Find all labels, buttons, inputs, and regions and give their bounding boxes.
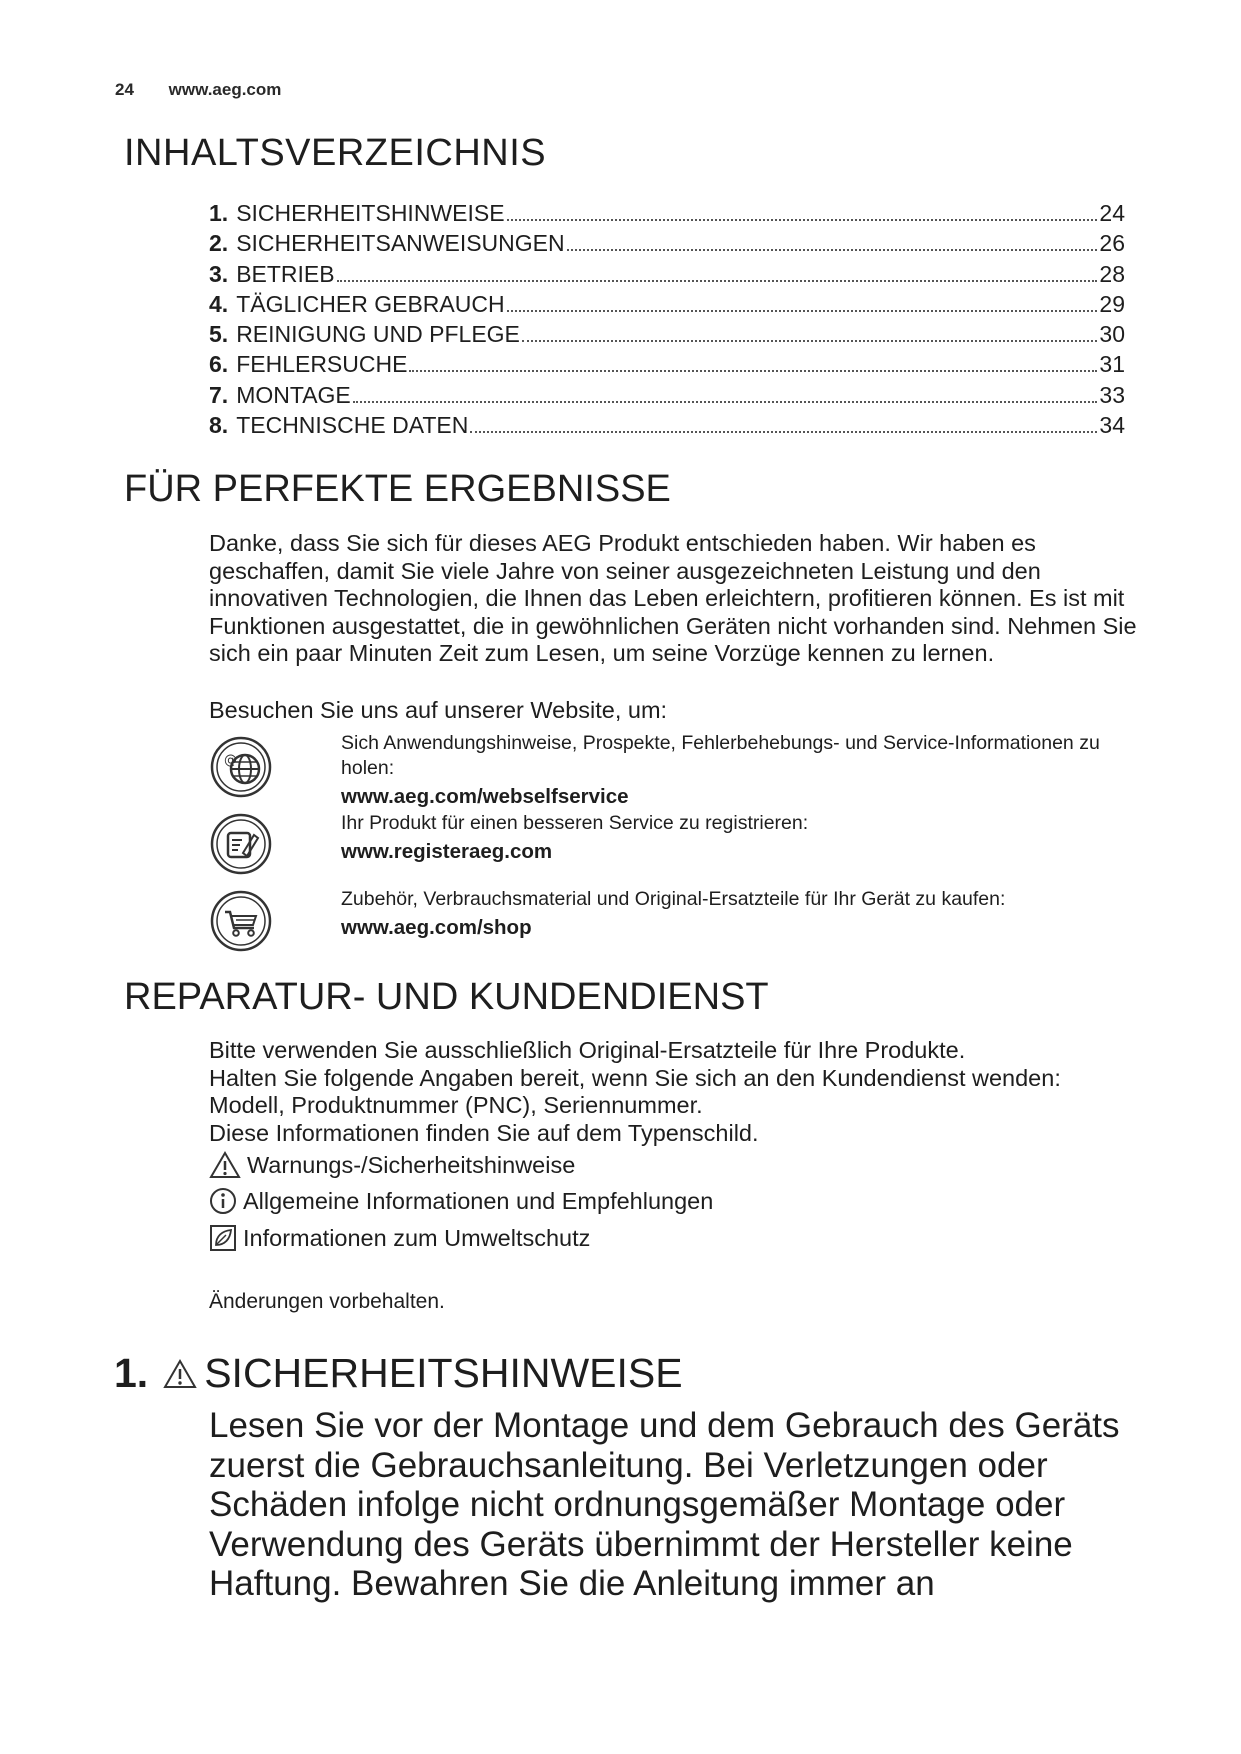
page-number: 24 bbox=[115, 80, 134, 99]
webselfservice-link[interactable]: www.aeg.com/webselfservice bbox=[341, 785, 629, 808]
results-intro: Danke, dass Sie sich für dieses AEG Produkt entschieden haben. Wir haben es geschaffen, damit Sie viele Jahre von seiner ausgezeichneten Leistung und den innovativen Technologien, die Ihnen das Leben erleichtern, profitieren können. Es ist mit Funktionen ausgestattet, die in gewöhnlichen Geräten nicht vorhanden sind. Nehmen Sie sich ein paar Minuten Zeit zum Lesen, um seine Vorzüge kennen zu lernen. bbox=[209, 530, 1137, 667]
register-link[interactable]: www.registeraeg.com bbox=[341, 840, 553, 863]
toc-item[interactable]: 5. REINIGUNG UND PFLEGE 30 bbox=[209, 321, 1125, 348]
web-globe-icon bbox=[210, 736, 272, 798]
web-link-row bbox=[341, 731, 1141, 809]
warning-icon bbox=[162, 1358, 198, 1390]
results-title: FÜR PERFEKTE ERGEBNISSE bbox=[124, 468, 671, 510]
page-header bbox=[115, 80, 281, 100]
service-title: REPARATUR- UND KUNDENDIENST bbox=[124, 976, 769, 1018]
svg-text:@: @ bbox=[224, 753, 237, 768]
web-link-description: Ihr Produkt für einen besseren Service zu registrieren: bbox=[341, 812, 809, 834]
service-text: Bitte verwenden Sie ausschließlich Original-Ersatzteile für Ihre Produkte. Halten Sie folgende Angaben bereit, wenn Sie sich an den Kundendienst wenden: Modell, Produktnummer (PNC), Seriennummer. Diese Informationen finden Sie auf dem Typenschild. bbox=[209, 1037, 1061, 1146]
toc-item[interactable]: 3. BETRIEB 28 bbox=[209, 260, 1125, 287]
shop-link[interactable]: www.aeg.com/shop bbox=[341, 916, 532, 939]
safety-title bbox=[114, 1350, 683, 1397]
toc-list bbox=[209, 198, 1125, 440]
legend-warning: Warnungs-/Sicherheitshinweise bbox=[209, 1151, 575, 1179]
toc-item[interactable]: 6. FEHLERSUCHE 31 bbox=[209, 351, 1125, 378]
toc-item[interactable]: 8. TECHNISCHE DATEN 34 bbox=[209, 412, 1125, 439]
legend-environment: Informationen zum Umweltschutz bbox=[209, 1224, 590, 1252]
info-icon bbox=[209, 1187, 237, 1215]
shopping-cart-icon bbox=[210, 890, 272, 952]
web-link-description: Zubehör, Verbrauchsmaterial und Original-Ersatzteile für Ihr Gerät zu kaufen: bbox=[341, 888, 1006, 910]
toc-item[interactable]: 1. SICHERHEITSHINWEISE 24 bbox=[209, 200, 1125, 226]
visit-text: Besuchen Sie uns auf unserer Website, um: bbox=[209, 697, 668, 723]
safety-text: Lesen Sie vor der Montage und dem Gebrauch des Geräts zuerst die Gebrauchsanleitung. Bei Verletzungen oder Schäden infolge nicht ordnungsgemäßer Montage oder Verwendung des Geräts übernimmt der Hersteller keine Haftung. Bewahren Sie die Anleitung immer an bbox=[209, 1406, 1120, 1603]
legend-info: Allgemeine Informationen und Empfehlungen bbox=[209, 1187, 713, 1215]
environment-leaf-icon bbox=[209, 1224, 237, 1252]
site-url[interactable]: www.aeg.com bbox=[168, 80, 282, 99]
toc-item[interactable]: 7. MONTAGE 33 bbox=[209, 381, 1125, 408]
safety-number: 1. bbox=[114, 1350, 149, 1396]
changes-note: Änderungen vorbehalten. bbox=[209, 1290, 445, 1313]
toc-title: INHALTSVERZEICHNIS bbox=[124, 132, 547, 174]
register-notepad-icon bbox=[210, 813, 272, 875]
web-link-description: Sich Anwendungshinweise, Prospekte, Fehlerbehebungs- und Service-Informationen zu holen: bbox=[341, 732, 1100, 779]
toc-item[interactable]: 4. TÄGLICHER GEBRAUCH 29 bbox=[209, 290, 1125, 317]
web-link-row bbox=[341, 887, 1141, 940]
toc-item[interactable]: 2. SICHERHEITSANWEISUNGEN 26 bbox=[209, 230, 1125, 257]
warning-icon bbox=[209, 1151, 241, 1179]
safety-heading-text: SICHERHEITSHINWEISE bbox=[204, 1350, 683, 1396]
web-link-row bbox=[341, 811, 1141, 864]
